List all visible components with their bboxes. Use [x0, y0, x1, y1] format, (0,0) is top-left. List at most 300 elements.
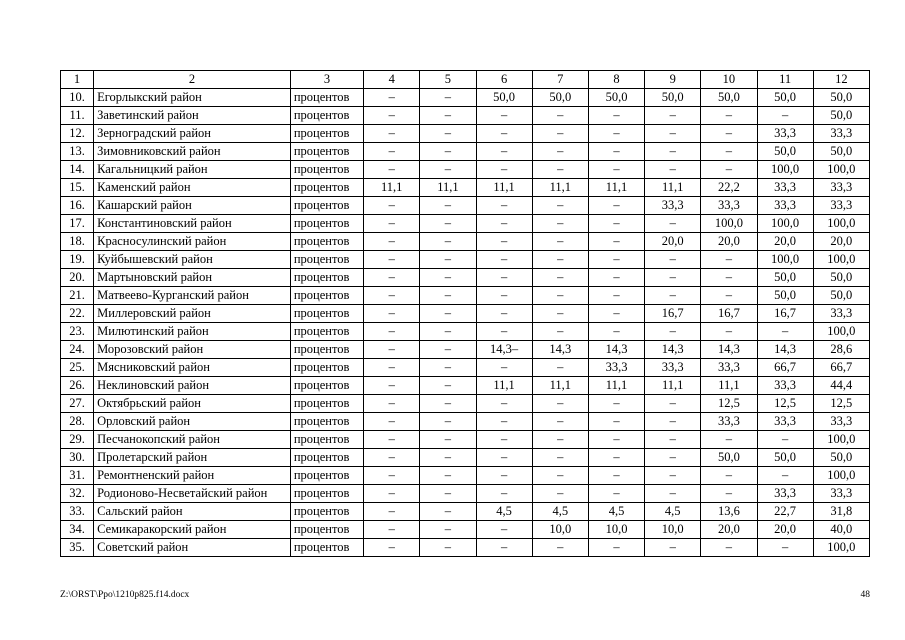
district-name: Куйбышевский район — [94, 251, 291, 269]
table-row — [61, 539, 870, 557]
value-cell: – — [364, 449, 420, 467]
value-cell: – — [588, 143, 644, 161]
value-cell: – — [476, 359, 532, 377]
value-cell: 100,0 — [813, 431, 869, 449]
header-cell: 8 — [588, 71, 644, 89]
value-cell: – — [588, 539, 644, 557]
row-number: 29. — [61, 431, 94, 449]
table-row — [61, 341, 870, 359]
table-row — [61, 305, 870, 323]
value-cell: – — [532, 107, 588, 125]
row-number: 30. — [61, 449, 94, 467]
value-cell: – — [420, 413, 476, 431]
row-number: 12. — [61, 125, 94, 143]
value-cell: – — [645, 449, 701, 467]
value-cell: – — [420, 539, 476, 557]
value-cell: – — [588, 125, 644, 143]
value-cell: 20,0 — [757, 521, 813, 539]
value-cell: – — [701, 269, 757, 287]
row-number: 17. — [61, 215, 94, 233]
table-row — [61, 503, 870, 521]
value-cell: – — [701, 125, 757, 143]
value-cell: – — [420, 341, 476, 359]
table-row — [61, 485, 870, 503]
value-cell: 14,3 — [701, 341, 757, 359]
district-name: Сальский район — [94, 503, 291, 521]
table-row — [61, 143, 870, 161]
table-row — [61, 89, 870, 107]
value-cell: – — [476, 521, 532, 539]
value-cell: – — [364, 413, 420, 431]
value-cell: – — [645, 161, 701, 179]
value-cell: 33,3 — [813, 179, 869, 197]
value-cell: – — [364, 197, 420, 215]
row-number: 13. — [61, 143, 94, 161]
value-cell: – — [588, 413, 644, 431]
value-cell: 50,0 — [588, 89, 644, 107]
value-cell: – — [757, 323, 813, 341]
value-cell: 20,0 — [701, 233, 757, 251]
value-cell: – — [588, 449, 644, 467]
unit-cell: процентов — [290, 485, 363, 503]
value-cell: – — [420, 89, 476, 107]
value-cell: – — [420, 197, 476, 215]
value-cell: – — [588, 323, 644, 341]
value-cell: 100,0 — [701, 215, 757, 233]
table-row — [61, 521, 870, 539]
value-cell: 31,8 — [813, 503, 869, 521]
value-cell: 4,5 — [532, 503, 588, 521]
value-cell: – — [532, 485, 588, 503]
value-cell: 100,0 — [813, 467, 869, 485]
unit-cell: процентов — [290, 377, 363, 395]
value-cell: – — [532, 215, 588, 233]
value-cell: 100,0 — [757, 215, 813, 233]
page-number: 48 — [860, 590, 870, 600]
value-cell: – — [476, 143, 532, 161]
unit-cell: процентов — [290, 107, 363, 125]
value-cell: 33,3 — [757, 197, 813, 215]
row-number: 19. — [61, 251, 94, 269]
value-cell: – — [588, 269, 644, 287]
header-cell: 10 — [701, 71, 757, 89]
value-cell: – — [588, 431, 644, 449]
header-cell: 1 — [61, 71, 94, 89]
unit-cell: процентов — [290, 233, 363, 251]
value-cell: 100,0 — [813, 161, 869, 179]
row-number: 14. — [61, 161, 94, 179]
value-cell: – — [588, 107, 644, 125]
value-cell: 33,3 — [701, 359, 757, 377]
value-cell: 10,0 — [588, 521, 644, 539]
value-cell: 50,0 — [813, 89, 869, 107]
table-row — [61, 395, 870, 413]
district-name: Зимовниковский район — [94, 143, 291, 161]
value-cell: 11,1 — [364, 179, 420, 197]
value-cell: – — [588, 215, 644, 233]
district-name: Милютинский район — [94, 323, 291, 341]
table-row — [61, 107, 870, 125]
value-cell: – — [364, 89, 420, 107]
value-cell: – — [532, 413, 588, 431]
value-cell: – — [532, 197, 588, 215]
value-cell: 50,0 — [813, 143, 869, 161]
value-cell: 22,2 — [701, 179, 757, 197]
value-cell: – — [645, 125, 701, 143]
value-cell: – — [645, 395, 701, 413]
district-name: Орловский район — [94, 413, 291, 431]
value-cell: – — [364, 539, 420, 557]
value-cell: – — [420, 323, 476, 341]
value-cell: – — [364, 161, 420, 179]
value-cell: 50,0 — [645, 89, 701, 107]
value-cell: – — [645, 467, 701, 485]
value-cell: – — [588, 485, 644, 503]
value-cell: – — [532, 395, 588, 413]
value-cell: – — [588, 161, 644, 179]
value-cell: – — [701, 485, 757, 503]
value-cell: 11,1 — [645, 377, 701, 395]
data-table — [60, 70, 870, 557]
district-name: Морозовский район — [94, 341, 291, 359]
table-row — [61, 431, 870, 449]
value-cell: – — [757, 467, 813, 485]
row-number: 26. — [61, 377, 94, 395]
value-cell: 14,3 — [645, 341, 701, 359]
value-cell: 12,5 — [701, 395, 757, 413]
value-cell: – — [364, 305, 420, 323]
value-cell: – — [532, 467, 588, 485]
value-cell: – — [420, 305, 476, 323]
unit-cell: процентов — [290, 431, 363, 449]
district-name: Кагальницкий район — [94, 161, 291, 179]
value-cell: – — [532, 323, 588, 341]
value-cell: – — [588, 287, 644, 305]
district-name: Октябрьский район — [94, 395, 291, 413]
table-row — [61, 359, 870, 377]
table-row — [61, 251, 870, 269]
value-cell: – — [476, 125, 532, 143]
district-name: Константиновский район — [94, 215, 291, 233]
value-cell: 11,1 — [532, 377, 588, 395]
value-cell: 14,3 — [757, 341, 813, 359]
value-cell: – — [645, 413, 701, 431]
value-cell: – — [588, 233, 644, 251]
district-name: Мясниковский район — [94, 359, 291, 377]
value-cell: – — [420, 377, 476, 395]
value-cell: – — [364, 233, 420, 251]
header-cell: 2 — [94, 71, 291, 89]
value-cell: – — [364, 377, 420, 395]
unit-cell: процентов — [290, 323, 363, 341]
value-cell: – — [364, 215, 420, 233]
value-cell: 11,1 — [532, 179, 588, 197]
value-cell: 33,3 — [813, 197, 869, 215]
unit-cell: процентов — [290, 359, 363, 377]
unit-cell: процентов — [290, 395, 363, 413]
value-cell: 33,3 — [588, 359, 644, 377]
value-cell: 50,0 — [757, 143, 813, 161]
value-cell: 50,0 — [476, 89, 532, 107]
value-cell: 20,0 — [645, 233, 701, 251]
row-number: 15. — [61, 179, 94, 197]
value-cell: 100,0 — [757, 161, 813, 179]
value-cell: 33,3 — [757, 179, 813, 197]
value-cell: – — [364, 251, 420, 269]
value-cell: – — [420, 287, 476, 305]
value-cell: 100,0 — [813, 323, 869, 341]
district-name: Песчанокопский район — [94, 431, 291, 449]
value-cell: – — [588, 197, 644, 215]
row-number: 18. — [61, 233, 94, 251]
value-cell: 33,3 — [757, 485, 813, 503]
value-cell: – — [364, 395, 420, 413]
value-cell: – — [420, 251, 476, 269]
unit-cell: процентов — [290, 467, 363, 485]
value-cell: 22,7 — [757, 503, 813, 521]
row-number: 22. — [61, 305, 94, 323]
value-cell: 50,0 — [757, 89, 813, 107]
table-row — [61, 161, 870, 179]
value-cell: 100,0 — [813, 251, 869, 269]
value-cell: – — [364, 359, 420, 377]
value-cell: – — [364, 269, 420, 287]
unit-cell: процентов — [290, 305, 363, 323]
unit-cell: процентов — [290, 161, 363, 179]
value-cell: – — [364, 521, 420, 539]
value-cell: – — [532, 125, 588, 143]
table-row — [61, 197, 870, 215]
district-name: Пролетарский район — [94, 449, 291, 467]
value-cell: – — [476, 215, 532, 233]
value-cell: 16,7 — [701, 305, 757, 323]
value-cell: – — [420, 503, 476, 521]
unit-cell: процентов — [290, 89, 363, 107]
value-cell: – — [476, 485, 532, 503]
row-number: 20. — [61, 269, 94, 287]
row-number: 21. — [61, 287, 94, 305]
district-name: Каменский район — [94, 179, 291, 197]
value-cell: – — [645, 485, 701, 503]
value-cell: 50,0 — [757, 287, 813, 305]
table-row — [61, 179, 870, 197]
unit-cell: процентов — [290, 125, 363, 143]
district-name: Ремонтненский район — [94, 467, 291, 485]
district-name: Егорлыкский район — [94, 89, 291, 107]
value-cell: – — [420, 485, 476, 503]
value-cell: – — [701, 467, 757, 485]
unit-cell: процентов — [290, 521, 363, 539]
value-cell: 14,3 — [532, 341, 588, 359]
value-cell: – — [532, 431, 588, 449]
value-cell: 16,7 — [645, 305, 701, 323]
value-cell: 50,0 — [813, 107, 869, 125]
header-cell: 9 — [645, 71, 701, 89]
value-cell: 10,0 — [645, 521, 701, 539]
unit-cell: процентов — [290, 179, 363, 197]
value-cell: – — [532, 359, 588, 377]
row-number: 28. — [61, 413, 94, 431]
value-cell: 4,5 — [645, 503, 701, 521]
unit-cell: процентов — [290, 413, 363, 431]
unit-cell: процентов — [290, 287, 363, 305]
value-cell: – — [701, 323, 757, 341]
unit-cell: процентов — [290, 449, 363, 467]
value-cell: – — [476, 107, 532, 125]
table-row — [61, 413, 870, 431]
value-cell: – — [701, 107, 757, 125]
district-name: Мартыновский район — [94, 269, 291, 287]
header-cell: 5 — [420, 71, 476, 89]
value-cell: – — [645, 287, 701, 305]
value-cell: – — [588, 251, 644, 269]
value-cell: 33,3 — [701, 413, 757, 431]
district-name: Заветинский район — [94, 107, 291, 125]
value-cell: 13,6 — [701, 503, 757, 521]
district-name: Зерноградский район — [94, 125, 291, 143]
district-name: Семикаракорский район — [94, 521, 291, 539]
value-cell: 50,0 — [532, 89, 588, 107]
header-cell: 12 — [813, 71, 869, 89]
value-cell: – — [757, 539, 813, 557]
row-number: 16. — [61, 197, 94, 215]
value-cell: 10,0 — [532, 521, 588, 539]
value-cell: – — [532, 305, 588, 323]
value-cell: 33,3 — [645, 359, 701, 377]
value-cell: 11,1 — [701, 377, 757, 395]
value-cell: 40,0 — [813, 521, 869, 539]
value-cell: 14,3 — [588, 341, 644, 359]
unit-cell: процентов — [290, 215, 363, 233]
row-number: 27. — [61, 395, 94, 413]
value-cell: 11,1 — [476, 179, 532, 197]
row-number: 35. — [61, 539, 94, 557]
value-cell: – — [588, 395, 644, 413]
value-cell: – — [364, 503, 420, 521]
value-cell: 33,3 — [813, 305, 869, 323]
value-cell: – — [476, 251, 532, 269]
value-cell: – — [420, 431, 476, 449]
value-cell: 33,3 — [757, 125, 813, 143]
value-cell: 20,0 — [701, 521, 757, 539]
value-cell: 20,0 — [757, 233, 813, 251]
value-cell: – — [476, 395, 532, 413]
header-row — [61, 71, 870, 89]
table-row — [61, 125, 870, 143]
value-cell: – — [645, 107, 701, 125]
value-cell: 16,7 — [757, 305, 813, 323]
value-cell: – — [645, 143, 701, 161]
value-cell: 50,0 — [757, 449, 813, 467]
value-cell: 33,3 — [813, 125, 869, 143]
row-number: 33. — [61, 503, 94, 521]
header-cell: 3 — [290, 71, 363, 89]
value-cell: – — [532, 233, 588, 251]
district-name: Неклиновский район — [94, 377, 291, 395]
value-cell: – — [364, 467, 420, 485]
value-cell: 66,7 — [757, 359, 813, 377]
value-cell: 50,0 — [701, 449, 757, 467]
value-cell: – — [420, 233, 476, 251]
value-cell: 50,0 — [757, 269, 813, 287]
value-cell: – — [476, 287, 532, 305]
value-cell: – — [588, 467, 644, 485]
value-cell: 11,1 — [588, 179, 644, 197]
value-cell: – — [420, 449, 476, 467]
value-cell: – — [645, 323, 701, 341]
value-cell: – — [532, 269, 588, 287]
value-cell: – — [532, 449, 588, 467]
value-cell: 33,3 — [813, 413, 869, 431]
value-cell: – — [757, 107, 813, 125]
value-cell: – — [364, 143, 420, 161]
unit-cell: процентов — [290, 143, 363, 161]
value-cell: – — [420, 215, 476, 233]
value-cell: – — [757, 431, 813, 449]
value-cell: – — [532, 539, 588, 557]
value-cell: 11,1 — [420, 179, 476, 197]
row-number: 32. — [61, 485, 94, 503]
value-cell: – — [364, 431, 420, 449]
value-cell: 100,0 — [813, 215, 869, 233]
value-cell: – — [364, 107, 420, 125]
table-row — [61, 467, 870, 485]
value-cell: 44,4 — [813, 377, 869, 395]
value-cell: 4,5 — [588, 503, 644, 521]
value-cell: – — [476, 269, 532, 287]
table-row — [61, 377, 870, 395]
header-cell: 11 — [757, 71, 813, 89]
table-row — [61, 449, 870, 467]
value-cell: 14,3– — [476, 341, 532, 359]
value-cell: – — [532, 287, 588, 305]
value-cell: – — [364, 125, 420, 143]
value-cell: 4,5 — [476, 503, 532, 521]
unit-cell: процентов — [290, 251, 363, 269]
value-cell: – — [476, 449, 532, 467]
district-name: Советский район — [94, 539, 291, 557]
value-cell: – — [645, 431, 701, 449]
value-cell: – — [701, 143, 757, 161]
value-cell: – — [420, 125, 476, 143]
value-cell: – — [364, 323, 420, 341]
file-path: Z:\ORST\Ppo\1210p825.f14.docx — [60, 590, 190, 600]
value-cell: 11,1 — [645, 179, 701, 197]
value-cell: – — [701, 287, 757, 305]
value-cell: 33,3 — [757, 377, 813, 395]
value-cell: 50,0 — [813, 287, 869, 305]
row-number: 24. — [61, 341, 94, 359]
district-name: Родионово-Несветайский район — [94, 485, 291, 503]
value-cell: 66,7 — [813, 359, 869, 377]
row-number: 23. — [61, 323, 94, 341]
value-cell: – — [701, 251, 757, 269]
value-cell: – — [420, 395, 476, 413]
value-cell: – — [588, 305, 644, 323]
value-cell: – — [701, 431, 757, 449]
value-cell: – — [420, 269, 476, 287]
value-cell: – — [364, 341, 420, 359]
value-cell: – — [476, 467, 532, 485]
value-cell: 11,1 — [476, 377, 532, 395]
value-cell: 50,0 — [813, 449, 869, 467]
value-cell: – — [420, 161, 476, 179]
value-cell: 11,1 — [588, 377, 644, 395]
value-cell: 12,5 — [757, 395, 813, 413]
value-cell: 50,0 — [813, 269, 869, 287]
table-row — [61, 323, 870, 341]
header-cell: 4 — [364, 71, 420, 89]
